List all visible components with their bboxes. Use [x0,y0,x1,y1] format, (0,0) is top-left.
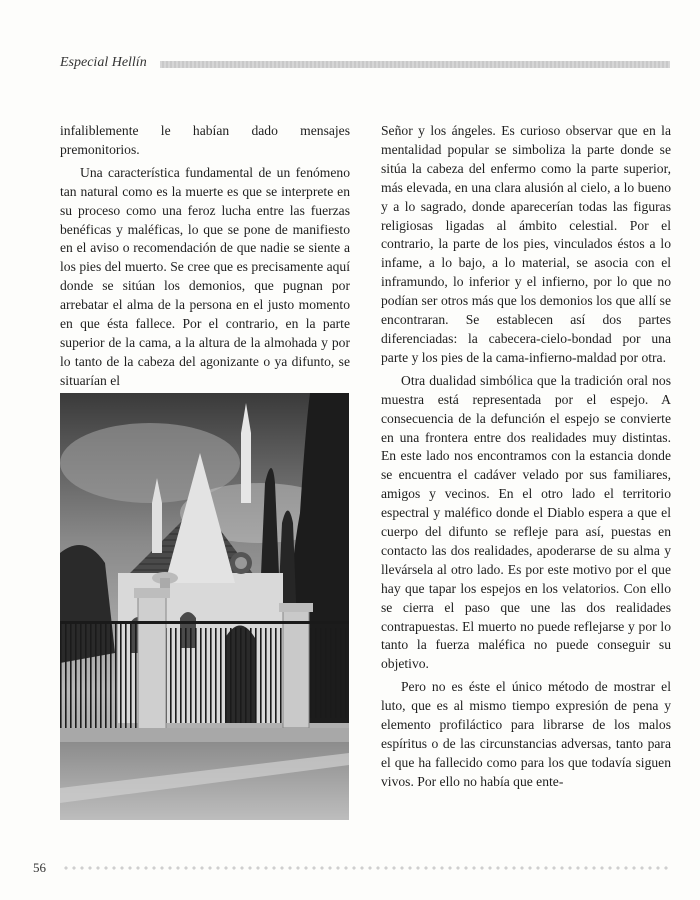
running-header-title: Especial Hellín [60,55,147,70]
paragraph: Señor y los ángeles. Es curioso observar que en la mentalidad popular se simboliza la parte donde se sitúa la cabeza del enfermo como la parte superior, más elevada, en una clara alusión al cielo, a lo bueno y a lo sagrado, donde aparecerían todas las figuras religiosas ligadas al ámbito celestial. Por el contrario, la parte de los pies, vinculados éstos a lo infame, a lo bajo, a lo material, se asocia con el inframundo, lo inferior y el infierno, por lo que no podían ser otros más que los demonios los que allí se encontraran. Se establecen así dos partes diferenciadas: la cabecera-cielo-bondad por una parte y los pies de la cama-infierno-maldad por otra. [381,123,671,365]
right-text-column [381,122,671,792]
paragraph: infaliblemente le habían dado mensajes premonitorios. [60,123,350,157]
cemetery-chapel-photo [60,393,349,820]
page-number: 56 [33,860,46,875]
left-text-column [60,122,350,391]
paragraph: Una característica fundamental de un fenómeno tan natural como es la muerte es que se interprete en su proceso como una feroz lucha entre las fuerzas benéficas y maléficas, lo que se pone de manifiesto en el aviso o recomendación de que nadie se siente a los pies del muerto. Se cree que es precisamente aquí donde se sitúan los demonios, que pugnan por arrebatar el alma de la persona en el justo momento en que ésta fallece. Por el contrario, en la parte superior de la cama, a la altura de la almohada y por lo tanto de la cabeza del agonizante o ya difunto, se situarían el [60,164,350,388]
header-rule [160,61,670,68]
paragraph: Pero no es éste el único método de mostrar el luto, que es al mismo tiempo expresión de pena y elemento profiláctico para librarse de los malos espíritus o de las circunstancias adversas, tanto para el que ha fallecido como para los que todavía siguen vivos. Por ello no había que ente- [381,679,671,789]
paragraph: Otra dualidad simbólica que la tradición oral nos muestra está representada por el espejo. A consecuencia de la defunción el espejo se convierte en una frontera entre dos realidades muy distintas. En este lado nos encontramos con la estancia donde se encuentra el cadáver velado por sus familiares, amigos y vecinos. En el otro lado el territorio espectral y maléfico donde el Diablo espera a que el cuerpo del difunto se refleje para así, puestas en contacto las dos realidades, apoderarse de su alma y llevársela al otro lado. Es por este motivo por el que hay que tapar los espejos en los velatorios. Con ello se cierra el paso que une las dos realidades contrapuestas. El muerto no puede reflejarse y por lo tanto la fuerza maléfica no puede conseguir su objetivo. [381,372,671,672]
footer-dotted-rule [62,866,670,870]
